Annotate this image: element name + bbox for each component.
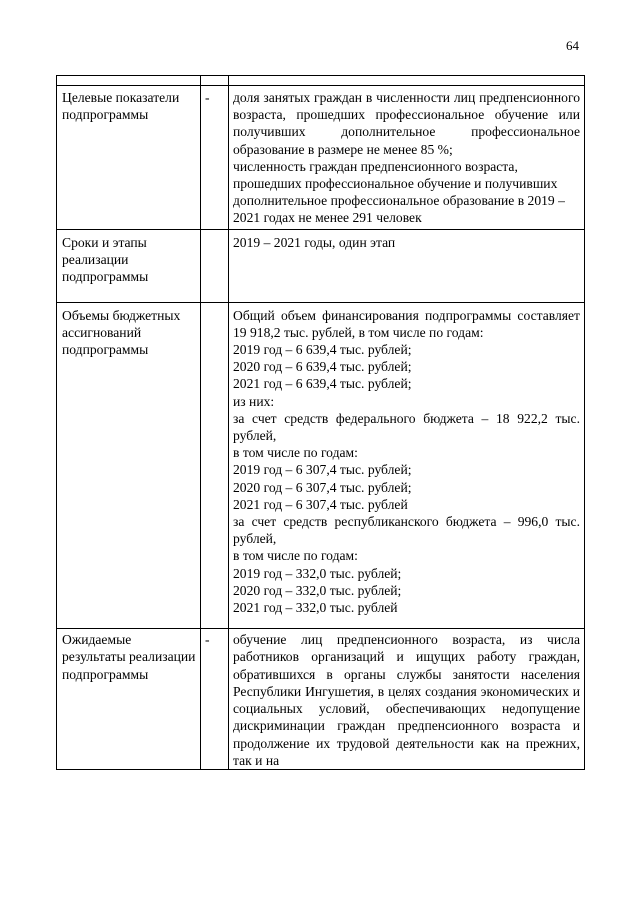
row-value	[229, 86, 585, 230]
table-row	[57, 229, 585, 302]
value-line: 2019 – 2021 годы, один этап	[233, 234, 396, 250]
value-line: обучение лиц предпенсионного возраста, из числа работников организаций и ищущих работу граждан, обратившихся в органы службы занятости населения Республики Ингушетия, в целях создания экономических и социальных условий, обеспечивающих недопущение дискриминации граждан предпенсионного возраста и продолжение их трудовой деятельности как на прежних, так и на	[233, 632, 580, 768]
table-row	[57, 86, 585, 230]
row-dash: -	[201, 86, 229, 230]
value-line: в том числе по годам:	[233, 548, 358, 564]
row-dash: -	[201, 629, 229, 770]
row-value	[229, 629, 585, 770]
value-line: 2019 год – 332,0 тыс. рублей;	[233, 565, 402, 581]
value-line: 2019 год – 6 307,4 тыс. рублей;	[233, 462, 412, 478]
value-line: за счет средств республиканского бюджета – 996,0 тыс. рублей,	[233, 514, 580, 547]
value-line: 2021 год – 332,0 тыс. рублей	[233, 600, 398, 616]
row-label: Целевые показатели подпрограммы	[57, 86, 201, 230]
value-line: 2020 год – 6 307,4 тыс. рублей;	[233, 479, 412, 495]
page-number: 64	[566, 38, 579, 53]
row-dash	[201, 229, 229, 302]
value-line: 2019 год – 6 639,4 тыс. рублей;	[233, 342, 412, 358]
header-cell	[229, 76, 585, 86]
row-label: Сроки и этапы реализации подпрограммы	[57, 229, 201, 302]
value-line: численность граждан предпенсионного возраста, прошедших профессиональное обучение и получивших дополнительное профессиональное образование в 2019 – 2021 годах не менее 291 человек	[233, 158, 565, 226]
value-line: 2020 год – 332,0 тыс. рублей;	[233, 582, 402, 598]
passport-table	[56, 75, 585, 770]
table-row	[57, 302, 585, 629]
value-line: 2020 год – 6 639,4 тыс. рублей;	[233, 359, 412, 375]
value-line: Общий объем финансирования подпрограммы составляет 19 918,2 тыс. рублей, в том числе по годам:	[233, 307, 580, 340]
row-value	[229, 229, 585, 302]
value-line: 2021 год – 6 307,4 тыс. рублей	[233, 496, 408, 512]
value-line: за счет средств федерального бюджета – 18 922,2 тыс. рублей,	[233, 410, 580, 444]
row-label: Объемы бюджетных ассигнований подпрограммы	[57, 302, 201, 629]
value-line: доля занятых граждан в численности лиц предпенсионного возраста, прошедших профессиональное обучение или получивших дополнительное профессиональное образование в размере не менее 85 %;	[233, 90, 580, 157]
value-line: из них:	[233, 393, 275, 409]
row-label: Ожидаемые результаты реализации подпрограммы	[57, 629, 201, 770]
value-line: 2021 год – 6 639,4 тыс. рублей;	[233, 376, 412, 392]
row-dash	[201, 302, 229, 629]
value-line: в том числе по годам:	[233, 445, 358, 461]
row-value	[229, 302, 585, 629]
header-cell	[57, 76, 201, 86]
table-header-row	[57, 76, 585, 86]
table-row	[57, 629, 585, 770]
header-cell	[201, 76, 229, 86]
